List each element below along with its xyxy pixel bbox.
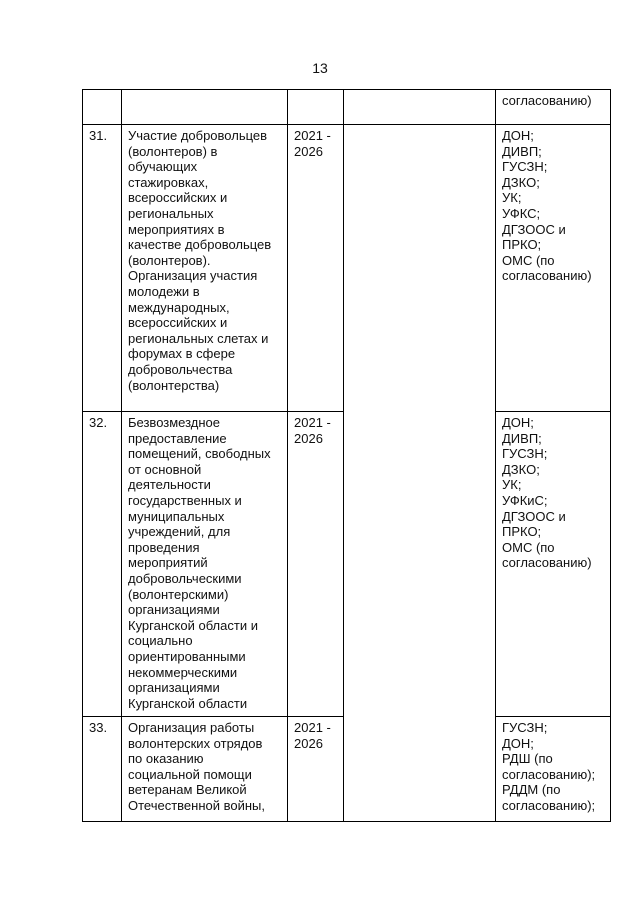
empty-cell [344,90,496,125]
page-number: 13 [312,60,328,76]
row-number-cell: 32. [83,412,122,717]
table-row [83,125,611,412]
table-row [83,90,611,125]
measure-text-cell: Организация работы волонтерских отрядов по оказанию социальной помощи ветеранам Великой Отечественной войны, [122,717,288,822]
responsible-cell: ГУСЗН; ДОН; РДШ (по согласованию); РДДМ (по согласованию); [496,717,611,822]
measure-text-cell: Безвозмездное предоставление помещений, свободных от основной деятельности государственных и муниципальных учреждений, для проведения мероприятий добровольческими (волонтерскими) организациями Курганской области и социально ориентированными некоммерческими организациями Курганской области [122,412,288,717]
years-cell: 2021 - 2026 [288,125,344,412]
years-cell: 2021 - 2026 [288,717,344,822]
responsible-cell: согласованию) [496,90,611,125]
responsible-cell: ДОН; ДИВП; ГУСЗН; ДЗКО; УК; УФКиС; ДГЗООС и ПРКО; ОМС (по согласованию) [496,412,611,717]
row-number-cell: 33. [83,717,122,822]
measure-text-cell [122,90,288,125]
years-cell: 2021 - 2026 [288,412,344,717]
merged-empty-cell [344,125,496,822]
responsible-cell: ДОН; ДИВП; ГУСЗН; ДЗКО; УК; УФКС; ДГЗООС и ПРКО; ОМС (по согласованию) [496,125,611,412]
measures-table [82,89,611,822]
row-number-cell [83,90,122,125]
measure-text-cell: Участие добровольцев (волонтеров) в обучающих стажировках, всероссийских и региональных мероприятиях в качестве добровольцев (волонтеров). Организация участия молодежи в международных, всероссийских и региональных слетах и форумах в сфере добровольчества (волонтерства) [122,125,288,412]
years-cell [288,90,344,125]
row-number-cell: 31. [83,125,122,412]
